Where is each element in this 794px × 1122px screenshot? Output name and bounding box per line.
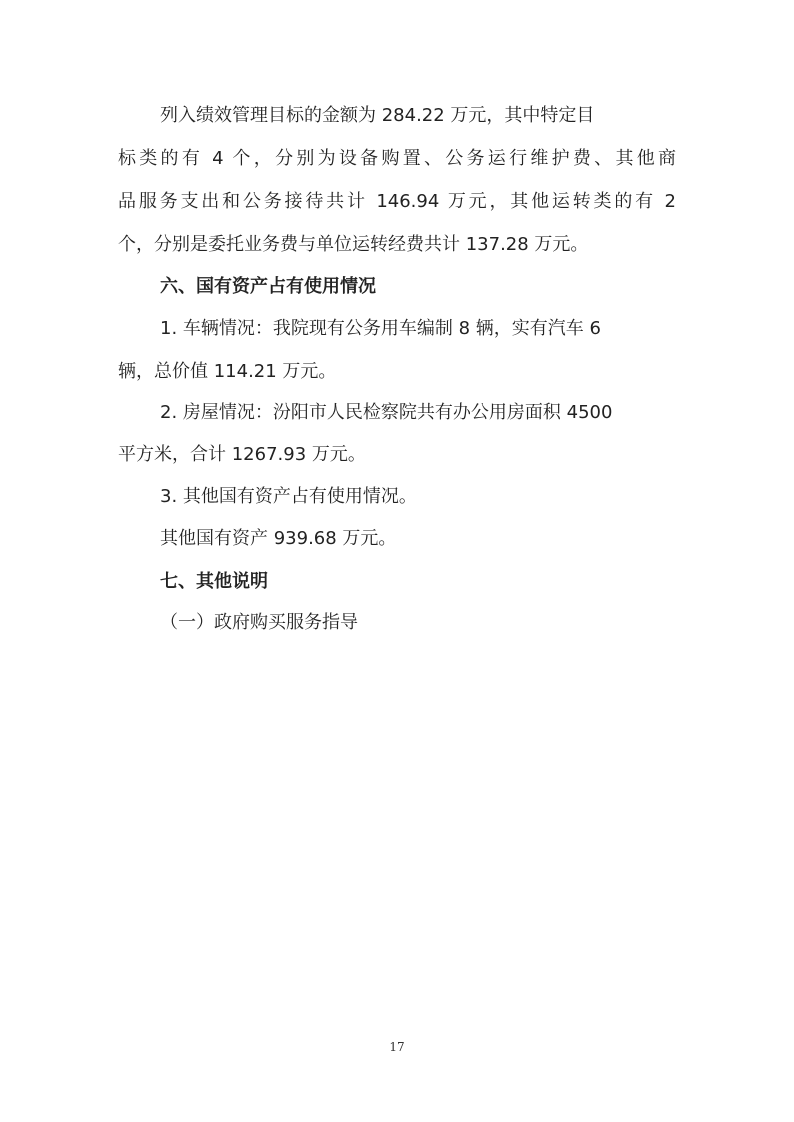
paragraph-performance-line-2: 标类的有 4 个，分别为设备购置、公务运行维护费、其他商	[118, 148, 676, 169]
section-heading-other-notes: 七、其他说明	[160, 571, 268, 592]
paragraph-vehicles-line-2: 辆，总价值 114.21 万元。	[118, 361, 337, 382]
subsection-heading-procurement: （一）政府购买服务指导	[160, 612, 358, 633]
paragraph-performance-line-4: 个，分别是委托业务费与单位运转经费共计 137.28 万元。	[118, 234, 589, 255]
paragraph-other-assets-title: 3. 其他国有资产占有使用情况。	[160, 486, 417, 507]
paragraph-vehicles-line-1: 1. 车辆情况：我院现有公务用车编制 8 辆，实有汽车 6	[160, 318, 601, 339]
section-heading-assets: 六、国有资产占有使用情况	[160, 276, 376, 297]
paragraph-performance-line-3: 品服务支出和公务接待共计 146.94 万元，其他运转类的有 2	[118, 191, 676, 212]
paragraph-buildings-line-1: 2. 房屋情况：汾阳市人民检察院共有办公用房面积 4500	[160, 402, 613, 423]
paragraph-other-assets-value: 其他国有资产 939.68 万元。	[160, 528, 397, 549]
paragraph-buildings-line-2: 平方米，合计 1267.93 万元。	[118, 444, 366, 465]
page-number: 17	[389, 1040, 405, 1054]
paragraph-performance-line-1: 列入绩效管理目标的金额为 284.22 万元，其中特定目	[160, 105, 595, 126]
